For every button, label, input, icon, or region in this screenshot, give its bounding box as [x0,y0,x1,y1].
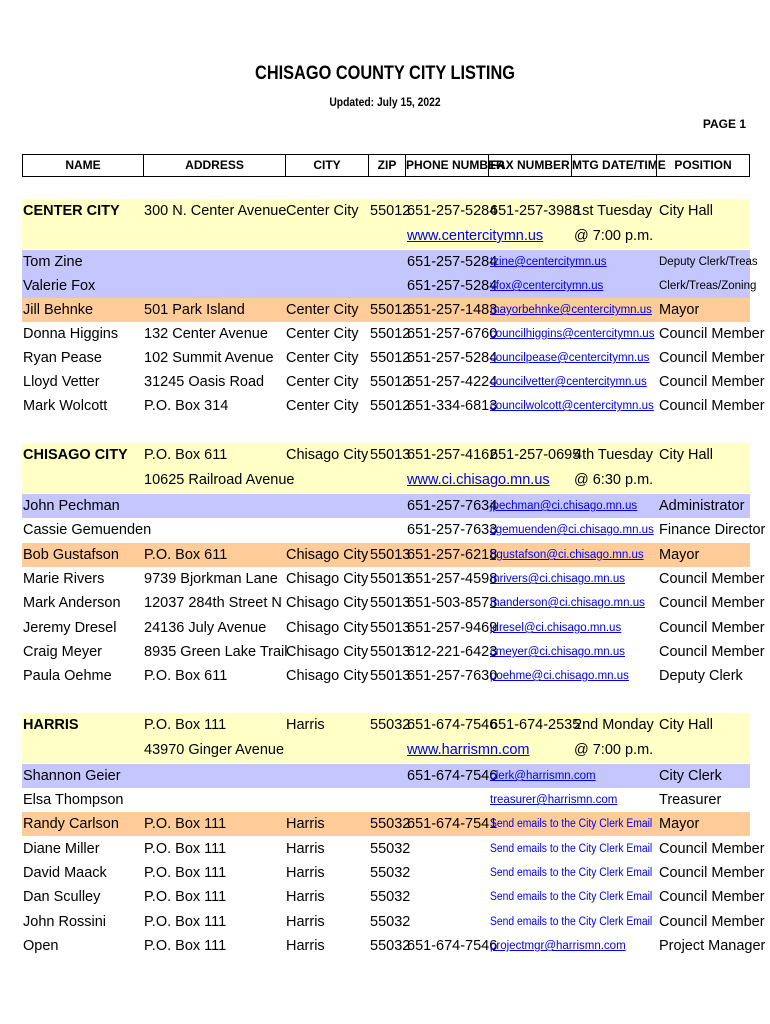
row-zip: 55013 [370,644,411,660]
row-name: Open [23,938,59,954]
city-name: CHISAGO CITY [23,447,128,463]
row-zip: 55013 [370,547,411,563]
row-phone: 651-674-7546 [407,938,498,954]
row-name: John Pechman [23,498,120,514]
header-mtg: MTG DATE/TIME [572,155,657,176]
row-email-link[interactable]: projectmgr@harrismn.com [490,940,626,952]
city-meeting-time: @ 7:00 p.m. [574,742,654,758]
row-email-link[interactable]: treasurer@harrismn.com [490,794,618,806]
row-email-text: Send emails to the City Clerk Email [490,916,653,928]
row-position: Council Member [659,644,765,660]
row-phone: 651-257-7630 [407,668,498,684]
header-zip: ZIP [369,155,406,176]
table-row [22,788,750,812]
row-position: Clerk/Treas/Zoning [659,280,757,292]
header-city: CITY [286,155,369,176]
row-email-link[interactable] [490,885,670,909]
row-address: P.O. Box 611 [144,668,228,684]
row-address: P.O. Box 111 [144,914,227,930]
table-row [22,640,765,664]
table-row [22,250,758,274]
table-row [22,861,765,885]
row-address: 9739 Bjorkman Lane [144,571,278,587]
row-email-text: Send emails to the City Clerk Email [490,891,653,903]
row-name: Cassie Gemuenden [23,522,152,538]
row-position: Treasurer [659,792,722,808]
row-email-link[interactable]: councilvetter@centercitymn.us [490,376,647,388]
row-address: P.O. Box 111 [144,816,227,832]
row-zip: 55032 [370,914,411,930]
row-email-link[interactable]: cmeyer@ci.chisago.mn.us [490,646,626,658]
city-phone: 651-257-5284 [407,203,498,219]
city-fax: 651-257-3988 [490,203,581,219]
table-row [22,910,765,934]
row-address: 132 Center Avenue [144,326,268,342]
row-phone: 651-257-7634 [407,498,498,514]
page-number: PAGE 1 [702,117,746,131]
row-zip: 55032 [370,889,411,905]
row-city: Harris [286,865,325,881]
row-name: Mark Wolcott [23,398,108,414]
row-email-link[interactable] [490,812,670,836]
row-phone: 651-503-8573 [407,595,498,611]
city-address: P.O. Box 611 [144,447,228,463]
row-position: Mayor [659,302,700,318]
row-zip: 55012 [370,326,411,342]
row-name: David Maack [23,865,107,881]
city-website-link[interactable]: www.centercitymn.us [407,228,544,244]
city-website-link[interactable]: www.harrismn.com [407,742,530,758]
row-email-link[interactable]: councilwolcott@centercitymn.us [490,400,654,412]
table-row [22,370,765,394]
row-name: Paula Oehme [23,668,112,684]
row-phone: 651-257-1483 [407,302,498,318]
row-email-link[interactable]: jpechman@ci.chisago.mn.us [490,500,638,512]
row-position: Council Member [659,595,765,611]
row-city: Chisago City [286,668,369,684]
row-email-link[interactable] [490,861,670,885]
row-email-link[interactable]: mrivers@ci.chisago.mn.us [490,573,626,585]
row-name: Tom Zine [23,254,83,270]
row-zip: 55013 [370,620,411,636]
row-position: Council Member [659,374,765,390]
row-email-link[interactable]: vfox@centercitymn.us [490,280,604,292]
row-phone: 651-257-9469 [407,620,498,636]
row-email-link[interactable]: manderson@ci.chisago.mn.us [490,597,645,609]
row-name: Shannon Geier [23,768,121,784]
row-phone: 651-257-5284 [407,278,498,294]
row-name: Jill Behnke [23,302,94,318]
city-section-header [22,713,750,763]
city-section-header [22,443,750,493]
city-position: City Hall [659,717,713,733]
row-name: Diane Miller [23,841,100,857]
header-fax: FAX NUMBER [489,155,572,176]
row-address: 31245 Oasis Road [144,374,265,390]
table-row [22,394,765,418]
row-phone: 651-674-7541 [407,816,498,832]
header-position: POSITION [674,158,732,172]
table-row [22,885,765,909]
city-phone: 651-674-7546 [407,717,498,733]
row-city: Center City [286,398,359,414]
row-address: 24136 July Avenue [144,620,267,636]
row-position: Council Member [659,571,765,587]
table-row [22,494,750,518]
row-email-link[interactable]: mayorbehnke@centercitymn.us [490,304,652,316]
row-position: Council Member [659,865,765,881]
row-position: City Clerk [659,768,722,784]
table-row [22,346,765,370]
table-row [22,934,766,958]
city-meeting-day: 1st Tuesday [574,203,653,219]
row-email-link[interactable]: clerk@harrismn.com [490,770,596,782]
table-row [22,298,750,322]
table-header [22,154,750,177]
table-row [22,322,765,346]
city-fax: 651-257-0695 [490,447,581,463]
row-position: Council Member [659,350,765,366]
row-position: Mayor [659,816,700,832]
row-name: Donna Higgins [23,326,119,342]
table-row [22,664,750,688]
header-name: NAME [23,155,144,176]
row-phone: 651-257-7633 [407,522,498,538]
page-title: CHISAGO COUNTY CITY LISTING [255,63,515,84]
table-row [22,591,765,615]
row-city: Harris [286,938,325,954]
city-meeting-day: 4th Tuesday [574,447,653,463]
row-name: Craig Meyer [23,644,102,660]
row-email-link[interactable]: jdresel@ci.chisago.mn.us [490,622,622,634]
header-address: ADDRESS [144,155,286,176]
city-city: Chisago City [286,447,369,463]
row-city: Center City [286,302,359,318]
row-city: Harris [286,914,325,930]
row-phone: 651-257-4224 [407,374,498,390]
row-name: Bob Gustafson [23,547,119,563]
row-email-link[interactable]: bgustafson@ci.chisago.mn.us [490,549,644,561]
city-address: 300 N. Center Avenue [144,203,287,219]
row-email-link[interactable] [490,837,670,861]
city-address-line2: 43970 Ginger Avenue [144,742,285,758]
city-city: Harris [286,717,325,733]
row-phone: 612-221-6423 [407,644,498,660]
row-zip: 55032 [370,938,411,954]
row-city: Chisago City [286,595,369,611]
row-position: Finance Director [659,522,766,538]
row-phone: 651-257-5284 [407,350,498,366]
row-address: 12037 284th Street N [144,595,282,611]
row-position: Project Manager [659,938,766,954]
table-row [22,812,750,836]
row-position: Deputy Clerk/Treas [659,256,758,268]
city-position: City Hall [659,447,713,463]
row-zip: 55013 [370,668,411,684]
row-position: Council Member [659,841,765,857]
row-city: Center City [286,350,359,366]
table-row [22,837,765,861]
row-position: Council Member [659,398,765,414]
row-address: P.O. Box 314 [144,398,229,414]
table-row [22,274,757,298]
city-section-header [22,199,750,249]
row-name: Lloyd Vetter [23,374,100,390]
row-phone: 651-334-6813 [407,398,498,414]
row-name: Jeremy Dresel [23,620,117,636]
row-city: Chisago City [286,547,369,563]
table-row [22,543,750,567]
city-name: HARRIS [23,717,79,733]
row-name: Dan Sculley [23,889,101,905]
city-meeting-time: @ 6:30 p.m. [574,472,654,488]
row-address: P.O. Box 111 [144,841,227,857]
row-city: Harris [286,841,325,857]
row-email-link[interactable]: tzine@centercitymn.us [490,256,607,268]
row-position: Council Member [659,889,765,905]
table-row [22,518,766,542]
row-zip: 55013 [370,571,411,587]
row-name: Valerie Fox [23,278,96,294]
row-phone: 651-257-4598 [407,571,498,587]
row-zip: 55032 [370,816,411,832]
row-phone: 651-257-5284 [407,254,498,270]
row-email-text: Send emails to the City Clerk Email [490,843,653,855]
row-position: Mayor [659,547,700,563]
row-zip: 55012 [370,302,411,318]
row-email-link[interactable]: cgemuenden@ci.chisago.mn.us [490,524,654,536]
row-position: Council Member [659,914,765,930]
row-name: Mark Anderson [23,595,121,611]
city-zip: 55032 [370,717,411,733]
row-email-link[interactable]: councilhiggins@centercitymn.us [490,328,655,340]
city-position: City Hall [659,203,713,219]
row-city: Chisago City [286,620,369,636]
row-zip: 55032 [370,865,411,881]
city-meeting-time: @ 7:00 p.m. [574,228,654,244]
row-address: P.O. Box 111 [144,938,227,954]
row-email-text: Send emails to the City Clerk Email [490,867,653,879]
city-address-line2: 10625 Railroad Avenue [144,472,295,488]
row-city: Chisago City [286,644,369,660]
row-city: Center City [286,326,359,342]
row-address: P.O. Box 611 [144,547,228,563]
table-row [22,567,765,591]
city-address: P.O. Box 111 [144,717,227,733]
city-city: Center City [286,203,359,219]
row-position: Council Member [659,620,765,636]
city-name: CENTER CITY [23,203,120,219]
city-zip: 55013 [370,447,411,463]
city-fax: 651-674-2535 [490,717,581,733]
row-name: Marie Rivers [23,571,105,587]
city-meeting-day: 2nd Monday [574,717,654,733]
row-email-link[interactable] [490,910,670,934]
row-name: Randy Carlson [23,816,119,832]
row-address: P.O. Box 111 [144,889,227,905]
row-name: Elsa Thompson [23,792,124,808]
updated-date: Updated: July 15, 2022 [329,95,441,109]
row-zip: 55012 [370,374,411,390]
row-city: Harris [286,889,325,905]
row-zip: 55012 [370,350,411,366]
row-name: Ryan Pease [23,350,102,366]
city-zip: 55012 [370,203,411,219]
row-email-link[interactable]: councilpease@centercitymn.us [490,352,650,364]
row-email-text: Send emails to the City Clerk Email [490,818,653,830]
row-phone: 651-674-7546 [407,768,498,784]
row-email-link[interactable]: poehme@ci.chisago.mn.us [490,670,629,682]
row-zip: 55012 [370,398,411,414]
row-name: John Rossini [23,914,107,930]
row-city: Harris [286,816,325,832]
row-address: 8935 Green Lake Trail [144,644,288,660]
row-address: P.O. Box 111 [144,865,227,881]
row-address: 501 Park Island [144,302,245,318]
row-phone: 651-257-6218 [407,547,498,563]
row-phone: 651-257-6760 [407,326,498,342]
row-position: Council Member [659,326,765,342]
table-row [22,616,765,640]
city-website-link[interactable]: www.ci.chisago.mn.us [407,472,550,488]
row-city: Center City [286,374,359,390]
row-zip: 55032 [370,841,411,857]
row-position: Administrator [659,498,745,514]
city-phone: 651-257-4162 [407,447,498,463]
row-zip: 55013 [370,595,411,611]
row-address: 102 Summit Avenue [144,350,274,366]
table-row [22,764,750,788]
header-phone: PHONE NUMBER [406,155,489,176]
row-position: Deputy Clerk [659,668,743,684]
row-city: Chisago City [286,571,369,587]
